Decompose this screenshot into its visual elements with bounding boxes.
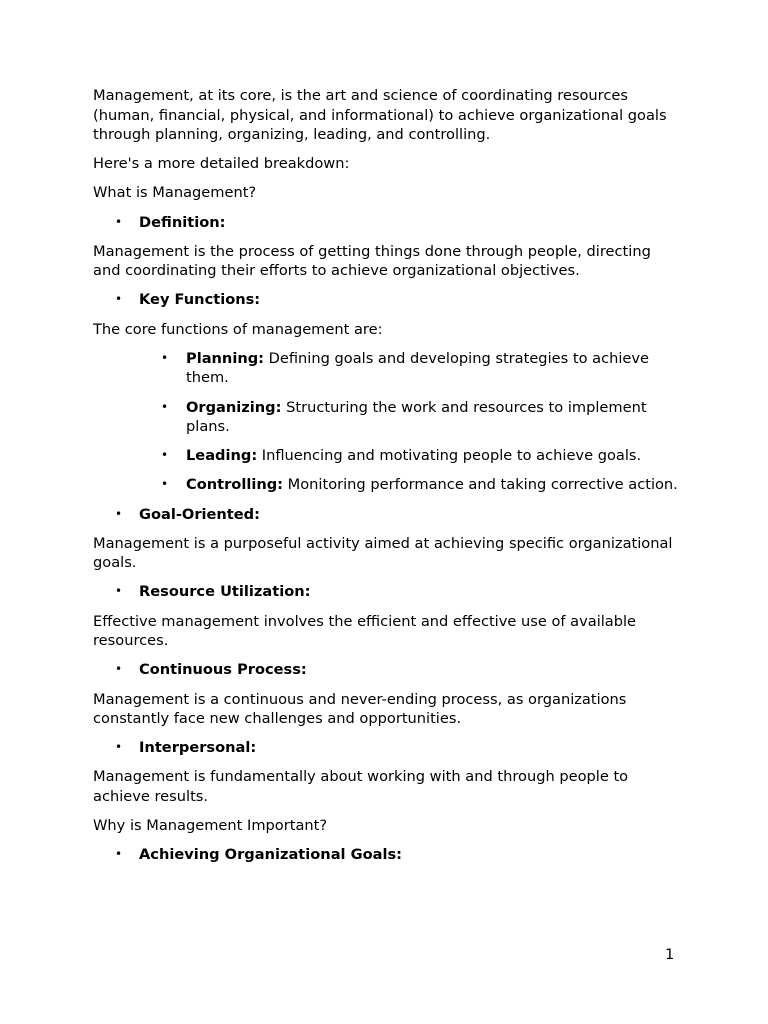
controlling-label: Controlling: <box>186 476 284 494</box>
leading-label: Leading: <box>186 447 258 465</box>
interpersonal-list <box>93 738 681 758</box>
resource-utilization-label: Resource Utilization: <box>139 583 311 601</box>
key-functions-paragraph: The core functions of management are: <box>93 320 383 338</box>
list-item-continuous-process <box>93 660 681 680</box>
continuous-process-paragraph: Management is a continuous and never-ending process, as organizations constantly face new challenges and opportunities. <box>93 690 627 727</box>
achieving-goals-list <box>93 845 681 865</box>
list-item-planning <box>93 349 681 388</box>
definition-label: Definition: <box>139 213 226 231</box>
continuous-process-list <box>93 660 681 680</box>
controlling-text: Monitoring performance and taking corrective action. <box>283 476 678 494</box>
page-number: 1 <box>665 946 675 963</box>
intro-paragraph: Management, at its core, is the art and science of coordinating resources (human, financial, physical, and informational) to achieve organizational goals through planning, organizing, leading, and controlling. <box>93 87 667 143</box>
organizing-text: Structuring the work and resources to implement plans. <box>186 398 647 435</box>
functions-sublist <box>93 349 681 495</box>
interpersonal-paragraph: Management is fundamentally about working with and through people to achieve results. <box>93 768 629 805</box>
definition-paragraph: Management is the process of getting things done through people, directing and coordinating their efforts to achieve organizational objectives. <box>93 242 651 280</box>
why-important-heading: Why is Management Important? <box>93 817 328 835</box>
list-item-controlling <box>93 475 681 495</box>
organizing-label: Organizing: <box>186 398 282 416</box>
leading-text: Influencing and motivating people to achieve goals. <box>257 447 642 465</box>
definition-list <box>93 213 681 233</box>
key-functions-label: Key Functions: <box>139 291 261 309</box>
goal-oriented-list <box>93 505 681 525</box>
document-body <box>93 86 681 874</box>
list-item-organizing <box>93 398 681 437</box>
list-item-interpersonal <box>93 738 681 758</box>
achieving-goals-label: Achieving Organizational Goals: <box>139 846 403 864</box>
what-is-management-heading: What is Management? <box>93 184 257 202</box>
resource-utilization-list <box>93 582 681 602</box>
continuous-process-label: Continuous Process: <box>139 661 307 679</box>
goal-oriented-label: Goal-Oriented: <box>139 505 260 523</box>
list-item-definition <box>93 213 681 233</box>
breakdown-intro: Here's a more detailed breakdown: <box>93 155 350 173</box>
list-item-achieving-goals <box>93 845 681 865</box>
interpersonal-label: Interpersonal: <box>139 739 257 757</box>
list-item-goal-oriented <box>93 505 681 525</box>
planning-text: Defining goals and developing strategies to achieve them. <box>186 349 650 387</box>
goal-oriented-paragraph: Management is a purposeful activity aimed at achieving specific organizational goals. <box>93 534 673 572</box>
list-item-key-functions <box>93 290 681 310</box>
planning-label: Planning: <box>186 349 264 367</box>
key-functions-list <box>93 290 681 310</box>
list-item-leading <box>93 446 681 466</box>
list-item-resource-utilization <box>93 582 681 602</box>
resource-utilization-paragraph: Effective management involves the efficient and effective use of available resources. <box>93 612 637 650</box>
